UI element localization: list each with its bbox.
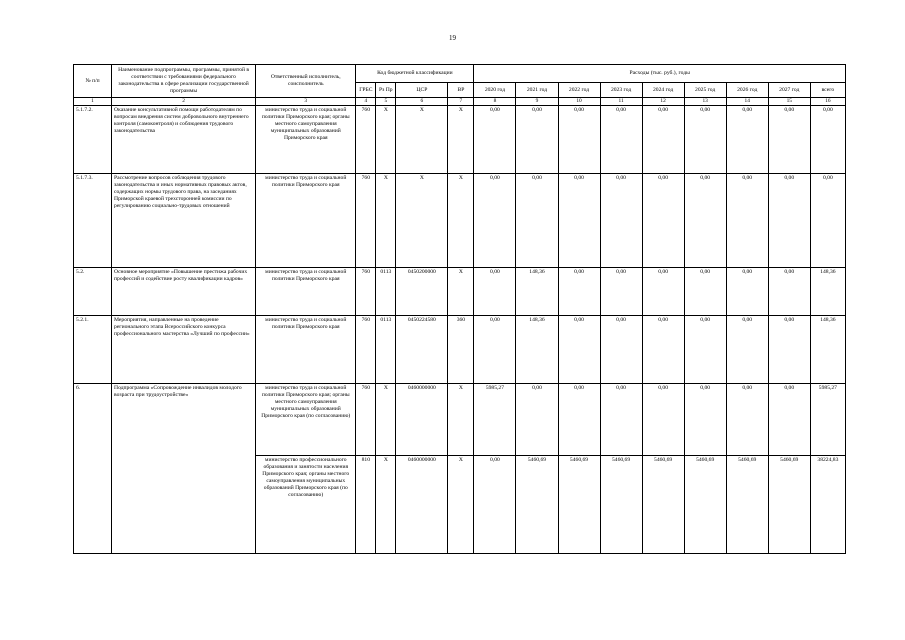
row-value-2024: 0,00 — [642, 315, 684, 383]
row-num: 5.1.7.2. — [74, 105, 112, 173]
row-value-2027: 0,00 — [768, 105, 810, 173]
row-value-2020: 5985,27 — [474, 383, 516, 455]
table-row — [74, 105, 846, 173]
row-value-2021: 0,00 — [516, 105, 558, 173]
row-value-2023: 0,00 — [600, 105, 642, 173]
row-value-2026: 0,00 — [726, 315, 768, 383]
header-row-1 — [74, 65, 846, 83]
row-num: 6. — [74, 383, 112, 553]
row-value-total: 38224,83 — [810, 455, 845, 553]
row-vr: X — [448, 455, 474, 553]
row-name: Оказание консультативной помощи работодателям по вопросам внедрения систем добровольного внутреннего контроля (самоконтроля) и соблюдения трудового законодательства — [112, 105, 256, 173]
row-name: Мероприятия, направленные на проведение регионального этапа Всероссийского конкурса профессионального мастерства «Лучший по профессии» — [112, 315, 256, 383]
row-value-2025: 5460,69 — [684, 455, 726, 553]
row-rzpr: X — [376, 383, 396, 455]
row-value-total: 0,00 — [810, 173, 845, 267]
column-number: 13 — [684, 98, 726, 106]
column-number: 1 — [74, 98, 112, 106]
header-executor: Ответственный исполнитель, соисполнитель — [256, 65, 356, 98]
header-year-2023: 2023 год — [600, 83, 642, 98]
row-value-2023: 0,00 — [600, 315, 642, 383]
header-csr: ЦСР — [396, 83, 448, 98]
row-grbs: 760 — [356, 315, 376, 383]
table-row — [74, 383, 846, 455]
row-value-2021: 148,36 — [516, 267, 558, 315]
row-num: 5.2. — [74, 267, 112, 315]
row-value-2022: 0,00 — [558, 383, 600, 455]
row-executor: министерство труда и социальной политики Приморского края — [256, 315, 356, 383]
header-name: Наименование подпрограммы, программы, принятой в соответствии с требованиями федерального законодательства в сфере реализации государственной программы — [112, 65, 256, 98]
row-value-2024: 0,00 — [642, 267, 684, 315]
row-rzpr: X — [376, 455, 396, 553]
row-value-2026: 5460,69 — [726, 455, 768, 553]
column-number: 9 — [516, 98, 558, 106]
row-csr: 0460000000 — [396, 383, 448, 455]
row-name: Рассмотрение вопросов соблюдения трудового законодательства и иных нормативных правовых актов, содержащих нормы трудового права, на заседаниях Приморской краевой трехсторонней комиссии по регулированию социально-трудовых отношений — [112, 173, 256, 267]
row-value-2020: 0,00 — [474, 105, 516, 173]
row-grbs: 810 — [356, 455, 376, 553]
header-year-2021: 2021 год — [516, 83, 558, 98]
row-value-2021: 0,00 — [516, 383, 558, 455]
column-number: 10 — [558, 98, 600, 106]
header-rzpr: Рз Пр — [376, 83, 396, 98]
header-num: № п/п — [74, 65, 112, 98]
column-number: 4 — [356, 98, 376, 106]
header-year-2027: 2027 год — [768, 83, 810, 98]
row-value-2027: 5460,69 — [768, 455, 810, 553]
row-executor: министерство труда и социальной политики Приморского края — [256, 173, 356, 267]
row-rzpr: 0113 — [376, 315, 396, 383]
row-csr: X — [396, 173, 448, 267]
row-rzpr: X — [376, 173, 396, 267]
row-vr: X — [448, 105, 474, 173]
row-value-2024: 0,00 — [642, 383, 684, 455]
row-value-total: 5985,27 — [810, 383, 845, 455]
row-value-2021: 0,00 — [516, 173, 558, 267]
row-value-2025: 0,00 — [684, 383, 726, 455]
row-grbs: 760 — [356, 105, 376, 173]
row-vr: X — [448, 383, 474, 455]
row-value-total: 0,00 — [810, 105, 845, 173]
header-vr: ВР — [448, 83, 474, 98]
row-value-2026: 0,00 — [726, 383, 768, 455]
row-value-total: 148,36 — [810, 315, 845, 383]
header-grbs: ГРБС — [356, 83, 376, 98]
row-grbs: 760 — [356, 267, 376, 315]
row-value-2025: 0,00 — [684, 173, 726, 267]
row-grbs: 760 — [356, 383, 376, 455]
row-value-2027: 0,00 — [768, 315, 810, 383]
column-number: 3 — [256, 98, 356, 106]
column-number: 6 — [396, 98, 448, 106]
row-value-2025: 0,00 — [684, 267, 726, 315]
row-csr: 0450224580 — [396, 315, 448, 383]
row-executor: министерство труда и социальной политики Приморского края — [256, 267, 356, 315]
row-value-2024: 5460,69 — [642, 455, 684, 553]
row-vr: X — [448, 173, 474, 267]
row-value-2023: 0,00 — [600, 383, 642, 455]
column-number: 2 — [112, 98, 256, 106]
header-year-2022: 2022 год — [558, 83, 600, 98]
row-value-2027: 0,00 — [768, 267, 810, 315]
budget-table — [73, 64, 846, 554]
row-value-2023: 0,00 — [600, 173, 642, 267]
row-value-2024: 0,00 — [642, 105, 684, 173]
row-value-2020: 0,00 — [474, 267, 516, 315]
header-year-2024: 2024 год — [642, 83, 684, 98]
column-numbers-row — [74, 98, 846, 106]
row-csr: 0460000000 — [396, 455, 448, 553]
row-name: Подпрограмма «Сопровождение инвалидов молодого возраста при трудоустройстве» — [112, 383, 256, 553]
row-executor: министерство труда и социальной политики Приморского края; органы местного самоуправления муниципальных образований Приморского края — [256, 105, 356, 173]
row-value-2026: 0,00 — [726, 105, 768, 173]
row-csr: X — [396, 105, 448, 173]
column-number: 7 — [448, 98, 474, 106]
header-year-2020: 2020 год — [474, 83, 516, 98]
row-executor: министерство труда и социальной политики Приморского края; органы местного самоуправления муниципальных образований Приморского края (по согласованию) — [256, 383, 356, 455]
column-number: 8 — [474, 98, 516, 106]
row-value-2026: 0,00 — [726, 267, 768, 315]
header-total: всего — [810, 83, 845, 98]
row-grbs: 760 — [356, 173, 376, 267]
row-vr: X — [448, 267, 474, 315]
row-value-2024: 0,00 — [642, 173, 684, 267]
header-year-2025: 2025 год — [684, 83, 726, 98]
row-csr: 0450200000 — [396, 267, 448, 315]
row-value-2023: 0,00 — [600, 267, 642, 315]
row-value-2022: 0,00 — [558, 315, 600, 383]
column-number: 14 — [726, 98, 768, 106]
row-value-2025: 0,00 — [684, 315, 726, 383]
table-row — [74, 173, 846, 267]
column-number: 15 — [768, 98, 810, 106]
row-value-2020: 0,00 — [474, 455, 516, 553]
row-value-2026: 0,00 — [726, 173, 768, 267]
row-value-2027: 0,00 — [768, 173, 810, 267]
header-kbk: Код бюджетной классификации — [356, 65, 474, 83]
page-number: 19 — [449, 34, 456, 42]
row-value-2020: 0,00 — [474, 173, 516, 267]
row-value-total: 148,36 — [810, 267, 845, 315]
row-value-2022: 5460,69 — [558, 455, 600, 553]
row-value-2021: 148,36 — [516, 315, 558, 383]
row-num: 5.2.1. — [74, 315, 112, 383]
header-expenses: Расходы (тыс. руб.), годы — [474, 65, 846, 83]
row-name: Основное мероприятие «Повышение престижа рабочих профессий и содействие росту квалификации кадров» — [112, 267, 256, 315]
column-number: 16 — [810, 98, 845, 106]
row-value-2027: 0,00 — [768, 383, 810, 455]
column-number: 12 — [642, 98, 684, 106]
row-value-2021: 5460,69 — [516, 455, 558, 553]
column-number: 11 — [600, 98, 642, 106]
row-value-2023: 5460,69 — [600, 455, 642, 553]
row-value-2020: 0,00 — [474, 315, 516, 383]
column-number: 5 — [376, 98, 396, 106]
row-vr: 360 — [448, 315, 474, 383]
row-rzpr: X — [376, 105, 396, 173]
row-rzpr: 0113 — [376, 267, 396, 315]
row-value-2022: 0,00 — [558, 173, 600, 267]
row-value-2025: 0,00 — [684, 105, 726, 173]
table-row — [74, 315, 846, 383]
row-value-2022: 0,00 — [558, 267, 600, 315]
row-num: 5.1.7.3. — [74, 173, 112, 267]
row-executor: министерство профессионального образования и занятости населения Приморского края; органы местного самоуправления муниципальных образований Приморского края (по согласованию) — [256, 455, 356, 553]
row-value-2022: 0,00 — [558, 105, 600, 173]
header-year-2026: 2026 год — [726, 83, 768, 98]
table-row — [74, 267, 846, 315]
